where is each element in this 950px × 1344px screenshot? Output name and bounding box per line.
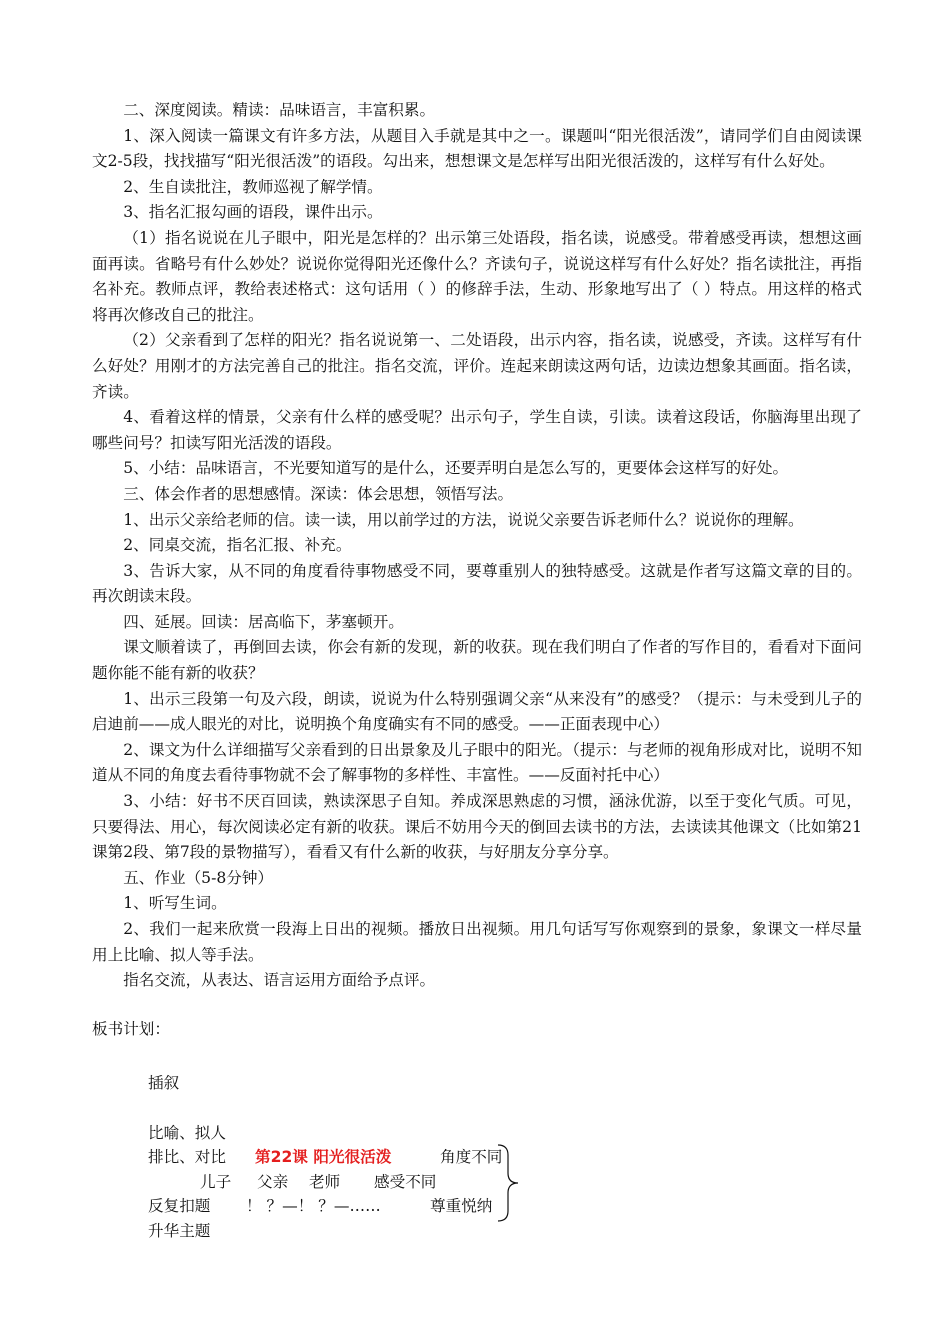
board-item-repetition: 反复扣题 [148,1197,211,1215]
board-item-flashback: 插叙 [148,1074,180,1092]
board-item-angle: 角度不同 [440,1148,503,1166]
paragraph: 3、告诉大家，从不同的角度看待事物感受不同，要尊重别人的独特感受。这就是作者写这篇文章的目的。再次朗读末段。 [92,561,862,606]
paragraph: 1、出示父亲给老师的信。读一读，用以前学过的方法，说说父亲要告诉老师什么？说说你的理解。 [123,510,804,529]
section-heading-3: 三、体会作者的思想感情。深读：体会思想，领悟写法。 [123,484,514,503]
person-son: 儿子 [200,1173,232,1191]
paragraph: 课文顺着读了，再倒回去读，你会有新的发现，新的收获。现在我们明白了作者的写作目的，看看对下面问题你能不能有新的收获？ [92,638,862,683]
board-item-feeling: 感受不同 [374,1173,437,1191]
paragraph: 5、小结：品味语言，不光要知道写的是什么，还要弄明白是怎么写的，更要体会这样写的好处。 [123,459,789,478]
board-item-theme: 升华主题 [148,1222,211,1240]
person-teacher: 老师 [309,1173,341,1191]
paragraph: 4、看着这样的情景，父亲有什么样的感受呢？出示句子，学生自读，引读。读着这段话，你脑海里出现了哪些问号？扣读写阳光活泼的语段。 [92,408,862,452]
paragraph: 3、小结：好书不厌百回读，熟读深思子自知。养成深思熟虑的习惯，涵泳优游，以至于变化气质。可见，只要得法、用心，每次阅读必定有新的收获。课后不妨用今天的倒回去读书的方法，去读读其他课文（比如第21课第2段、第7段的景物描写），看看又有什么新的收获，与好朋友分享分享。 [92,792,862,862]
right-brace-icon [496,1143,526,1223]
board-item-respect: 尊重悦纳 [430,1197,493,1215]
paragraph: （1）指名说说在儿子眼中，阳光是怎样的？出示第三处语段，指名读，说感受。带着感受再读，想想这画面再读。省略号有什么妙处？说说你觉得阳光还像什么？齐读句子，说说这样写有什么好处？指名读批注，再指名补充。教师点评，教给表述格式：这句话用（ ）的修辞手法，生动、形象地写出了（ ）特点。用这样的格式将再次修改自己的批注。 [92,228,863,324]
paragraph: 2、生自读批注，教师巡视了解学情。 [123,177,383,196]
board-plan-heading: 板书计划： [92,1020,170,1038]
paragraph: 3、指名汇报勾画的语段，课件出示。 [123,203,383,222]
section-heading-4: 四、延展。回读：居高临下，茅塞顿开。 [123,612,404,631]
paragraph: 1、深入阅读一篇课文有许多方法，从题目入手就是其中之一。课题叫“阳光很活泼”，请同学们自由阅读课文2-5段，找找描写“阳光很活泼”的语段。勾出来，想想课文是怎样写出阳光很活泼的，这样写有什么好处。 [92,126,862,171]
paragraph: 指名交流，从表达、语言运用方面给予点评。 [123,971,436,990]
paragraph: 1、出示三段第一句及六段，朗读，说说为什么特别强调父亲“从来没有”的感受？（提示：与未受到儿子的启迪前——成人眼光的对比，说明换个角度确实有不同的感受。——正面表现中心） [92,689,862,734]
board-item-metaphor: 比喻、拟人 [148,1124,226,1142]
section-heading-2: 二、深度阅读。精读：品味语言，丰富积累。 [123,101,436,119]
paragraph: 2、课文为什么详细描写父亲看到的日出景象及儿子眼中的阳光。（提示：与老师的视角形成对比，说明不知道从不同的角度去看待事物就不会了解事物的多样性、丰富性。——反面衬托中心） [92,740,862,785]
section-heading-5: 五、作业（5-8分钟） [123,868,274,887]
paragraph: 2、我们一起来欣赏一段海上日出的视频。播放日出视频。用几句话写写你观察到的景象，象课文一样尽量用上比喻、拟人等手法。 [92,920,862,964]
lesson-title: 第22课 阳光很活泼 [255,1148,392,1166]
paragraph: 1、听写生词。 [123,894,227,913]
punctuation-marks: ！ ？—！ ？—…… [246,1197,381,1215]
paragraph: 2、同桌交流，指名汇报、补充。 [123,536,352,555]
person-father: 父亲 [257,1173,289,1191]
paragraph: （2）父亲看到了怎样的阳光？指名说说第一、二处语段，出示内容，指名读，说感受，齐读。这样写有什么好处？用刚才的方法完善自己的批注。指名交流，评价。连起来朗读这两句话，边读边想象其画面。指名读，齐读。 [92,331,863,401]
board-item-parallelism: 排比、对比 [148,1148,226,1166]
